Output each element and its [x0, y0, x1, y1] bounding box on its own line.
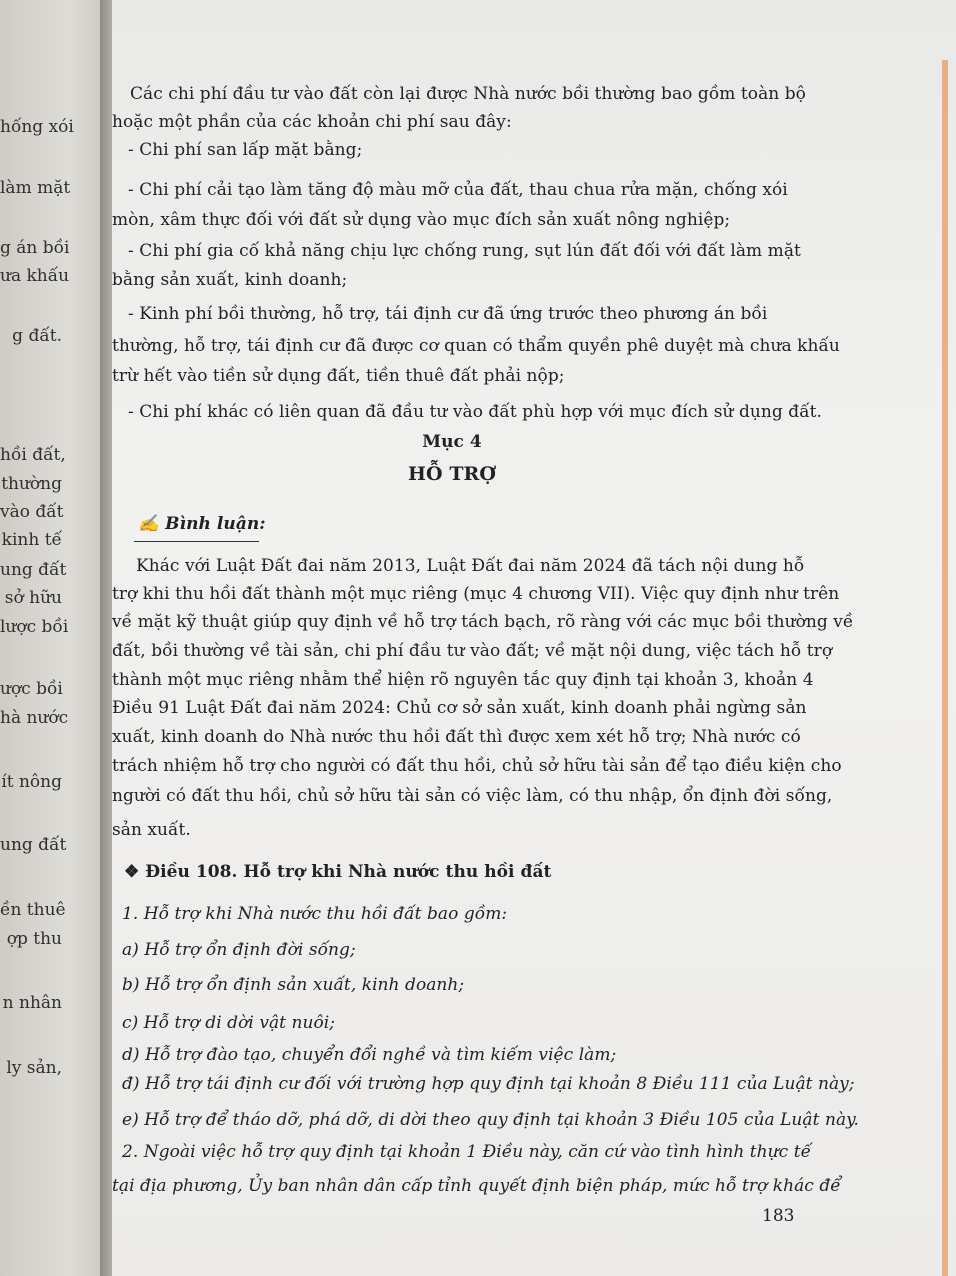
left-page-fragment: kinh tế	[1, 530, 62, 550]
left-page-fragment: hồi đất,	[0, 445, 66, 465]
intro-line: hoặc một phần của các khoản chi phí sau đây:	[112, 112, 512, 132]
left-page-fragment: ung đất	[0, 835, 67, 855]
left-page-fragment: vào đất	[0, 502, 64, 522]
article-line: tại địa phương, Ủy ban nhân dân cấp tỉnh quyết định biện pháp, mức hỗ trợ khác để	[112, 1176, 841, 1196]
commentary-line: đất, bồi thường về tài sản, chi phí đầu tư vào đất; về mặt nội dung, việc tách hỗ trợ	[112, 641, 833, 661]
left-page-fragment: g án bồi	[0, 238, 70, 258]
commentary-underline	[134, 541, 259, 542]
left-page-fragment: ưa khấu	[0, 266, 70, 286]
left-page-fragment: hống xói	[0, 117, 74, 137]
left-page-fragment: ược bồi	[0, 679, 63, 699]
left-page-edge	[0, 0, 112, 1276]
left-page-fragment: n nhân	[2, 993, 62, 1013]
commentary-heading: ✍ Bình luận:	[138, 514, 266, 534]
cost-item: - Chi phí san lấp mặt bằng;	[128, 140, 363, 160]
commentary-line: Khác với Luật Đất đai năm 2013, Luật Đất đai năm 2024 đã tách nội dung hỗ	[136, 556, 805, 576]
article-line: c) Hỗ trợ di dời vật nuôi;	[122, 1013, 336, 1033]
cost-item: - Kinh phí bồi thường, hỗ trợ, tái định cư đã ứng trước theo phương án bồi	[128, 304, 768, 324]
commentary-line: xuất, kinh doanh do Nhà nước thu hồi đất thì được xem xét hỗ trợ; Nhà nước có	[112, 727, 801, 747]
cost-item: trừ hết vào tiền sử dụng đất, tiền thuê đất phải nộp;	[112, 366, 565, 386]
commentary-line: sản xuất.	[112, 820, 191, 840]
left-page-fragment: ợp thu	[6, 929, 62, 949]
commentary-line: thành một mục riêng nhằm thể hiện rõ nguyên tắc quy định tại khoản 3, khoản 4	[112, 670, 814, 690]
left-page-fragment: ung đất	[0, 560, 67, 580]
commentary-line: Điều 91 Luật Đất đai năm 2024: Chủ cơ sở sản xuất, kinh doanh phải ngừng sản	[112, 698, 807, 718]
left-page-fragment: thường	[1, 474, 62, 494]
page-number: 183	[762, 1206, 795, 1226]
article-line: a) Hỗ trợ ổn định đời sống;	[122, 940, 356, 960]
book-page	[112, 0, 956, 1276]
article-line: e) Hỗ trợ để tháo dỡ, phá dỡ, di dời theo quy định tại khoản 3 Điều 105 của Luật này.	[122, 1110, 859, 1130]
article-line: b) Hỗ trợ ổn định sản xuất, kinh doanh;	[122, 975, 465, 995]
left-page-fragment: làm mặt	[0, 178, 71, 198]
cost-item: - Chi phí cải tạo làm tăng độ màu mỡ của đất, thau chua rửa mặn, chống xói	[128, 180, 788, 200]
cost-item: - Chi phí gia cố khả năng chịu lực chống rung, sụt lún đất đối với đất làm mặt	[128, 241, 801, 261]
left-page-fragment: hà nước	[0, 708, 69, 728]
commentary-line: trách nhiệm hỗ trợ cho người có đất thu hồi, chủ sở hữu tài sản để tạo điều kiện cho	[112, 756, 842, 776]
commentary-line: người có đất thu hồi, chủ sở hữu tài sản có việc làm, có thu nhập, ổn định đời sống,	[112, 786, 833, 806]
section-label: Mục 4	[422, 432, 482, 452]
cost-item: mòn, xâm thực đối với đất sử dụng vào mục đích sản xuất nông nghiệp;	[112, 210, 731, 230]
intro-line: Các chi phí đầu tư vào đất còn lại được Nhà nước bồi thường bao gồm toàn bộ	[130, 84, 806, 104]
cost-item: bằng sản xuất, kinh doanh;	[112, 270, 348, 290]
left-page-fragment: ít nông	[1, 772, 62, 792]
left-page-fragment: ền thuê	[0, 900, 66, 920]
article-line: 1. Hỗ trợ khi Nhà nước thu hồi đất bao gồm:	[122, 904, 508, 924]
commentary-line: trợ khi thu hồi đất thành một mục riêng (mục 4 chương VII). Việc quy định như trên	[112, 584, 840, 604]
section-title: HỖ TRỢ	[408, 463, 496, 485]
article-line: d) Hỗ trợ đào tạo, chuyển đổi nghề và tìm kiếm việc làm;	[122, 1045, 617, 1065]
article-line: 2. Ngoài việc hỗ trợ quy định tại khoản 1 Điều này, căn cứ vào tình hình thực tế	[122, 1142, 812, 1162]
left-page-fragment: ly sản,	[6, 1058, 62, 1078]
cost-item: - Chi phí khác có liên quan đã đầu tư vào đất phù hợp với mục đích sử dụng đất.	[128, 402, 823, 422]
left-page-fragment: sở hữu	[4, 588, 62, 608]
cost-item: thường, hỗ trợ, tái định cư đã được cơ quan có thẩm quyền phê duyệt mà chưa khấu	[112, 336, 840, 356]
commentary-line: về mặt kỹ thuật giúp quy định về hỗ trợ tách bạch, rõ ràng với các mục bồi thường về	[112, 612, 854, 632]
left-page-fragment: g đất.	[12, 326, 62, 346]
article-line: đ) Hỗ trợ tái định cư đối với trường hợp quy định tại khoản 8 Điều 111 của Luật này;	[122, 1074, 855, 1094]
left-page-fragment: lược bồi	[0, 617, 69, 637]
article-heading: ❖ Điều 108. Hỗ trợ khi Nhà nước thu hồi đất	[124, 862, 552, 882]
page-content	[112, 0, 956, 1276]
